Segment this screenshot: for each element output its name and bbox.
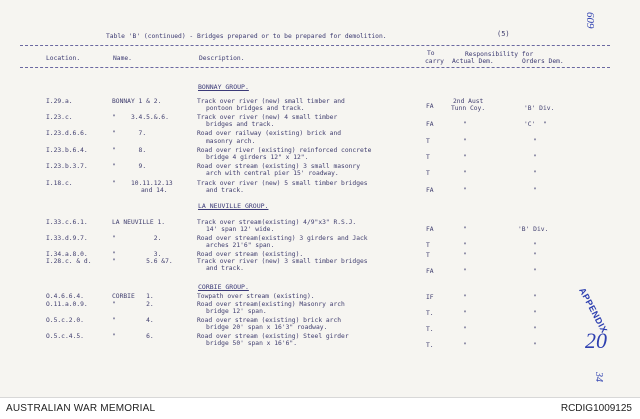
corner-bottom-mark: 34 — [593, 372, 604, 382]
row-actual: " — [463, 252, 467, 259]
row-description: Road over stream (existing). — [197, 251, 304, 258]
row-orders: " — [533, 326, 537, 333]
page-number: (5) — [497, 30, 510, 38]
row-name: " 8. — [112, 147, 147, 154]
col-actual-dem: Actual Dem. — [452, 58, 494, 65]
row-to: FA — [426, 121, 434, 128]
row-name: " 6. — [112, 333, 154, 340]
row-description: Road over stream (existing) Steel girder — [197, 333, 349, 340]
appendix-number: 20 — [585, 328, 607, 353]
row-to: T — [426, 154, 430, 161]
col-name: Name. — [113, 55, 132, 62]
row-orders: " — [533, 154, 537, 161]
row-actual: " — [463, 170, 467, 177]
row-to: FA — [426, 268, 434, 275]
row-name-cont: and 14. — [141, 187, 168, 194]
row-orders: " — [533, 242, 537, 249]
row-orders: " — [533, 138, 537, 145]
header-rule-top — [20, 45, 610, 46]
row-to: T. — [426, 342, 434, 349]
row-orders: " — [533, 294, 537, 301]
row-orders: 'B' Div. — [524, 105, 555, 112]
row-name: " 2. — [112, 301, 154, 308]
row-description: Track over river (new) 5 small timber bridges — [197, 180, 368, 187]
row-description-cont: masonry arch. — [206, 138, 256, 145]
row-description: Road over stream (existing) 3 small masonry — [197, 163, 361, 170]
row-to: IF — [426, 294, 434, 301]
row-description: Road over stream(existing) Masonry arch — [197, 301, 345, 308]
col-responsibility: Responsibility for — [465, 51, 534, 58]
row-actual: " — [463, 187, 467, 194]
row-description-cont: bridge 50' span x 16'6". — [206, 340, 297, 347]
row-name: BONNAY 1 & 2. — [112, 98, 162, 105]
row-description-cont: bridges and track. — [206, 121, 275, 128]
col-description: Description. — [199, 55, 245, 62]
row-to: T — [426, 138, 430, 145]
row-orders: " — [533, 252, 537, 259]
row-orders: " — [533, 170, 537, 177]
row-actual: " — [463, 326, 467, 333]
row-description: Track over river (new) 4 small timber — [197, 114, 338, 121]
row-actual: " — [463, 242, 467, 249]
row-to: FA — [426, 103, 434, 110]
row-description-cont: arch with central pier 15' roadway. — [206, 170, 339, 177]
row-actual: " — [463, 138, 467, 145]
row-location: I.23.b.3.7. — [46, 163, 88, 170]
col-orders-dem: Orders Dem. — [522, 58, 564, 65]
header-rule-bottom — [20, 67, 610, 68]
row-name: " 5.6 &7. — [112, 258, 173, 265]
row-description: Road over stream(existing) 3 girders and Jack — [197, 235, 368, 242]
group-title-corbie: CORBIE GROUP. — [198, 283, 249, 291]
row-actual: " — [463, 121, 467, 128]
row-orders: " — [533, 342, 537, 349]
row-description-cont: bridge 12' span. — [206, 308, 267, 315]
row-description-cont: bridge 4 girders 12" x 12". — [206, 154, 309, 161]
row-actual: " — [463, 310, 467, 317]
archive-footer — [0, 397, 640, 419]
group-title-bonnay: BONNAY GROUP. — [198, 83, 249, 91]
group-title-la-neuville: LA NEUVILLE GROUP. — [198, 202, 269, 210]
row-name: LA NEUVILLE 1. — [112, 219, 166, 226]
row-actual: 2nd Aust — [453, 98, 484, 105]
row-location: O.5.c.2.0. — [46, 317, 84, 324]
row-description-cont: and track. — [206, 187, 244, 194]
row-orders: 'C' " — [524, 121, 547, 128]
row-actual-cont: Tunn Coy. — [451, 105, 486, 112]
footer-institution: AUSTRALIAN WAR MEMORIAL — [6, 403, 156, 414]
corner-folio-mark: 609 — [584, 12, 596, 29]
row-description-cont: 14' span 12' wide. — [206, 226, 275, 233]
row-name: " 3. — [112, 251, 162, 258]
row-location: O.4.6.6.4. — [46, 293, 84, 300]
row-to: T — [426, 252, 430, 259]
row-actual: " — [463, 226, 467, 233]
row-description: Track over river (new) 3 small timber bridges — [197, 258, 368, 265]
row-description-cont: and track. — [206, 265, 244, 272]
col-location: Location. — [46, 55, 81, 62]
row-to: T. — [426, 310, 434, 317]
row-location: O.11.a.0.9. — [46, 301, 88, 308]
row-orders: " — [533, 310, 537, 317]
appendix-stamp: APPENDIX — [577, 286, 610, 335]
row-location: I.23.b.6.4. — [46, 147, 88, 154]
row-location: I.18.c. — [46, 180, 73, 187]
row-name: " 2. — [112, 235, 162, 242]
row-name: " 4. — [112, 317, 154, 324]
row-description-cont: arches 21'6" span. — [206, 242, 275, 249]
col-to-carry: carry — [425, 58, 444, 65]
row-to: FA — [426, 187, 434, 194]
row-location: I.23.d.6.6. — [46, 130, 88, 137]
row-location: I.34.a.8.0. — [46, 251, 88, 258]
row-location: I.33.d.9.7. — [46, 235, 88, 242]
row-name: " 10.11.12.13 — [112, 180, 173, 187]
row-description-cont: bridge 20' span x 16'3" roadway. — [206, 324, 328, 331]
row-location: I.28.c. & d. — [46, 258, 92, 265]
row-to: FA — [426, 226, 434, 233]
row-description: Road over railway (existing) brick and — [197, 130, 342, 137]
row-actual: " — [463, 342, 467, 349]
table-title: Table 'B' (continued) - Bridges prepared or to be prepared for demolition. — [106, 33, 387, 40]
col-to: To — [427, 50, 435, 57]
row-actual: " — [463, 154, 467, 161]
row-description-cont: pontoon bridges and track. — [206, 105, 305, 112]
row-description: Road over river (existing) reinforced concrete — [197, 147, 372, 154]
row-description: Towpath over stream (existing). — [197, 293, 315, 300]
row-actual: " — [463, 294, 467, 301]
row-location: I.23.c. — [46, 114, 73, 121]
row-name: " 7. — [112, 130, 147, 137]
row-to: T — [426, 242, 430, 249]
footer-record-id: RCDIG1009125 — [560, 403, 632, 414]
row-name: " 3.4.5.&.6. — [112, 114, 169, 121]
row-location: I.33.c.6.1. — [46, 219, 88, 226]
row-to: T. — [426, 326, 434, 333]
row-actual: " — [463, 268, 467, 275]
row-name: " 9. — [112, 163, 147, 170]
row-description: Road over stream (existing) brick arch — [197, 317, 342, 324]
row-orders: " — [533, 268, 537, 275]
row-name: CORBIE 1. — [112, 293, 154, 300]
row-orders: 'B' Div. — [518, 226, 549, 233]
row-to: T — [426, 170, 430, 177]
row-description: Track over stream(existing) 4/9"x3" R.S.J. — [197, 219, 357, 226]
row-orders: " — [533, 187, 537, 194]
row-location: O.5.c.4.5. — [46, 333, 84, 340]
row-description: Track over river (new) small timber and — [197, 98, 345, 105]
row-location: I.29.a. — [46, 98, 73, 105]
